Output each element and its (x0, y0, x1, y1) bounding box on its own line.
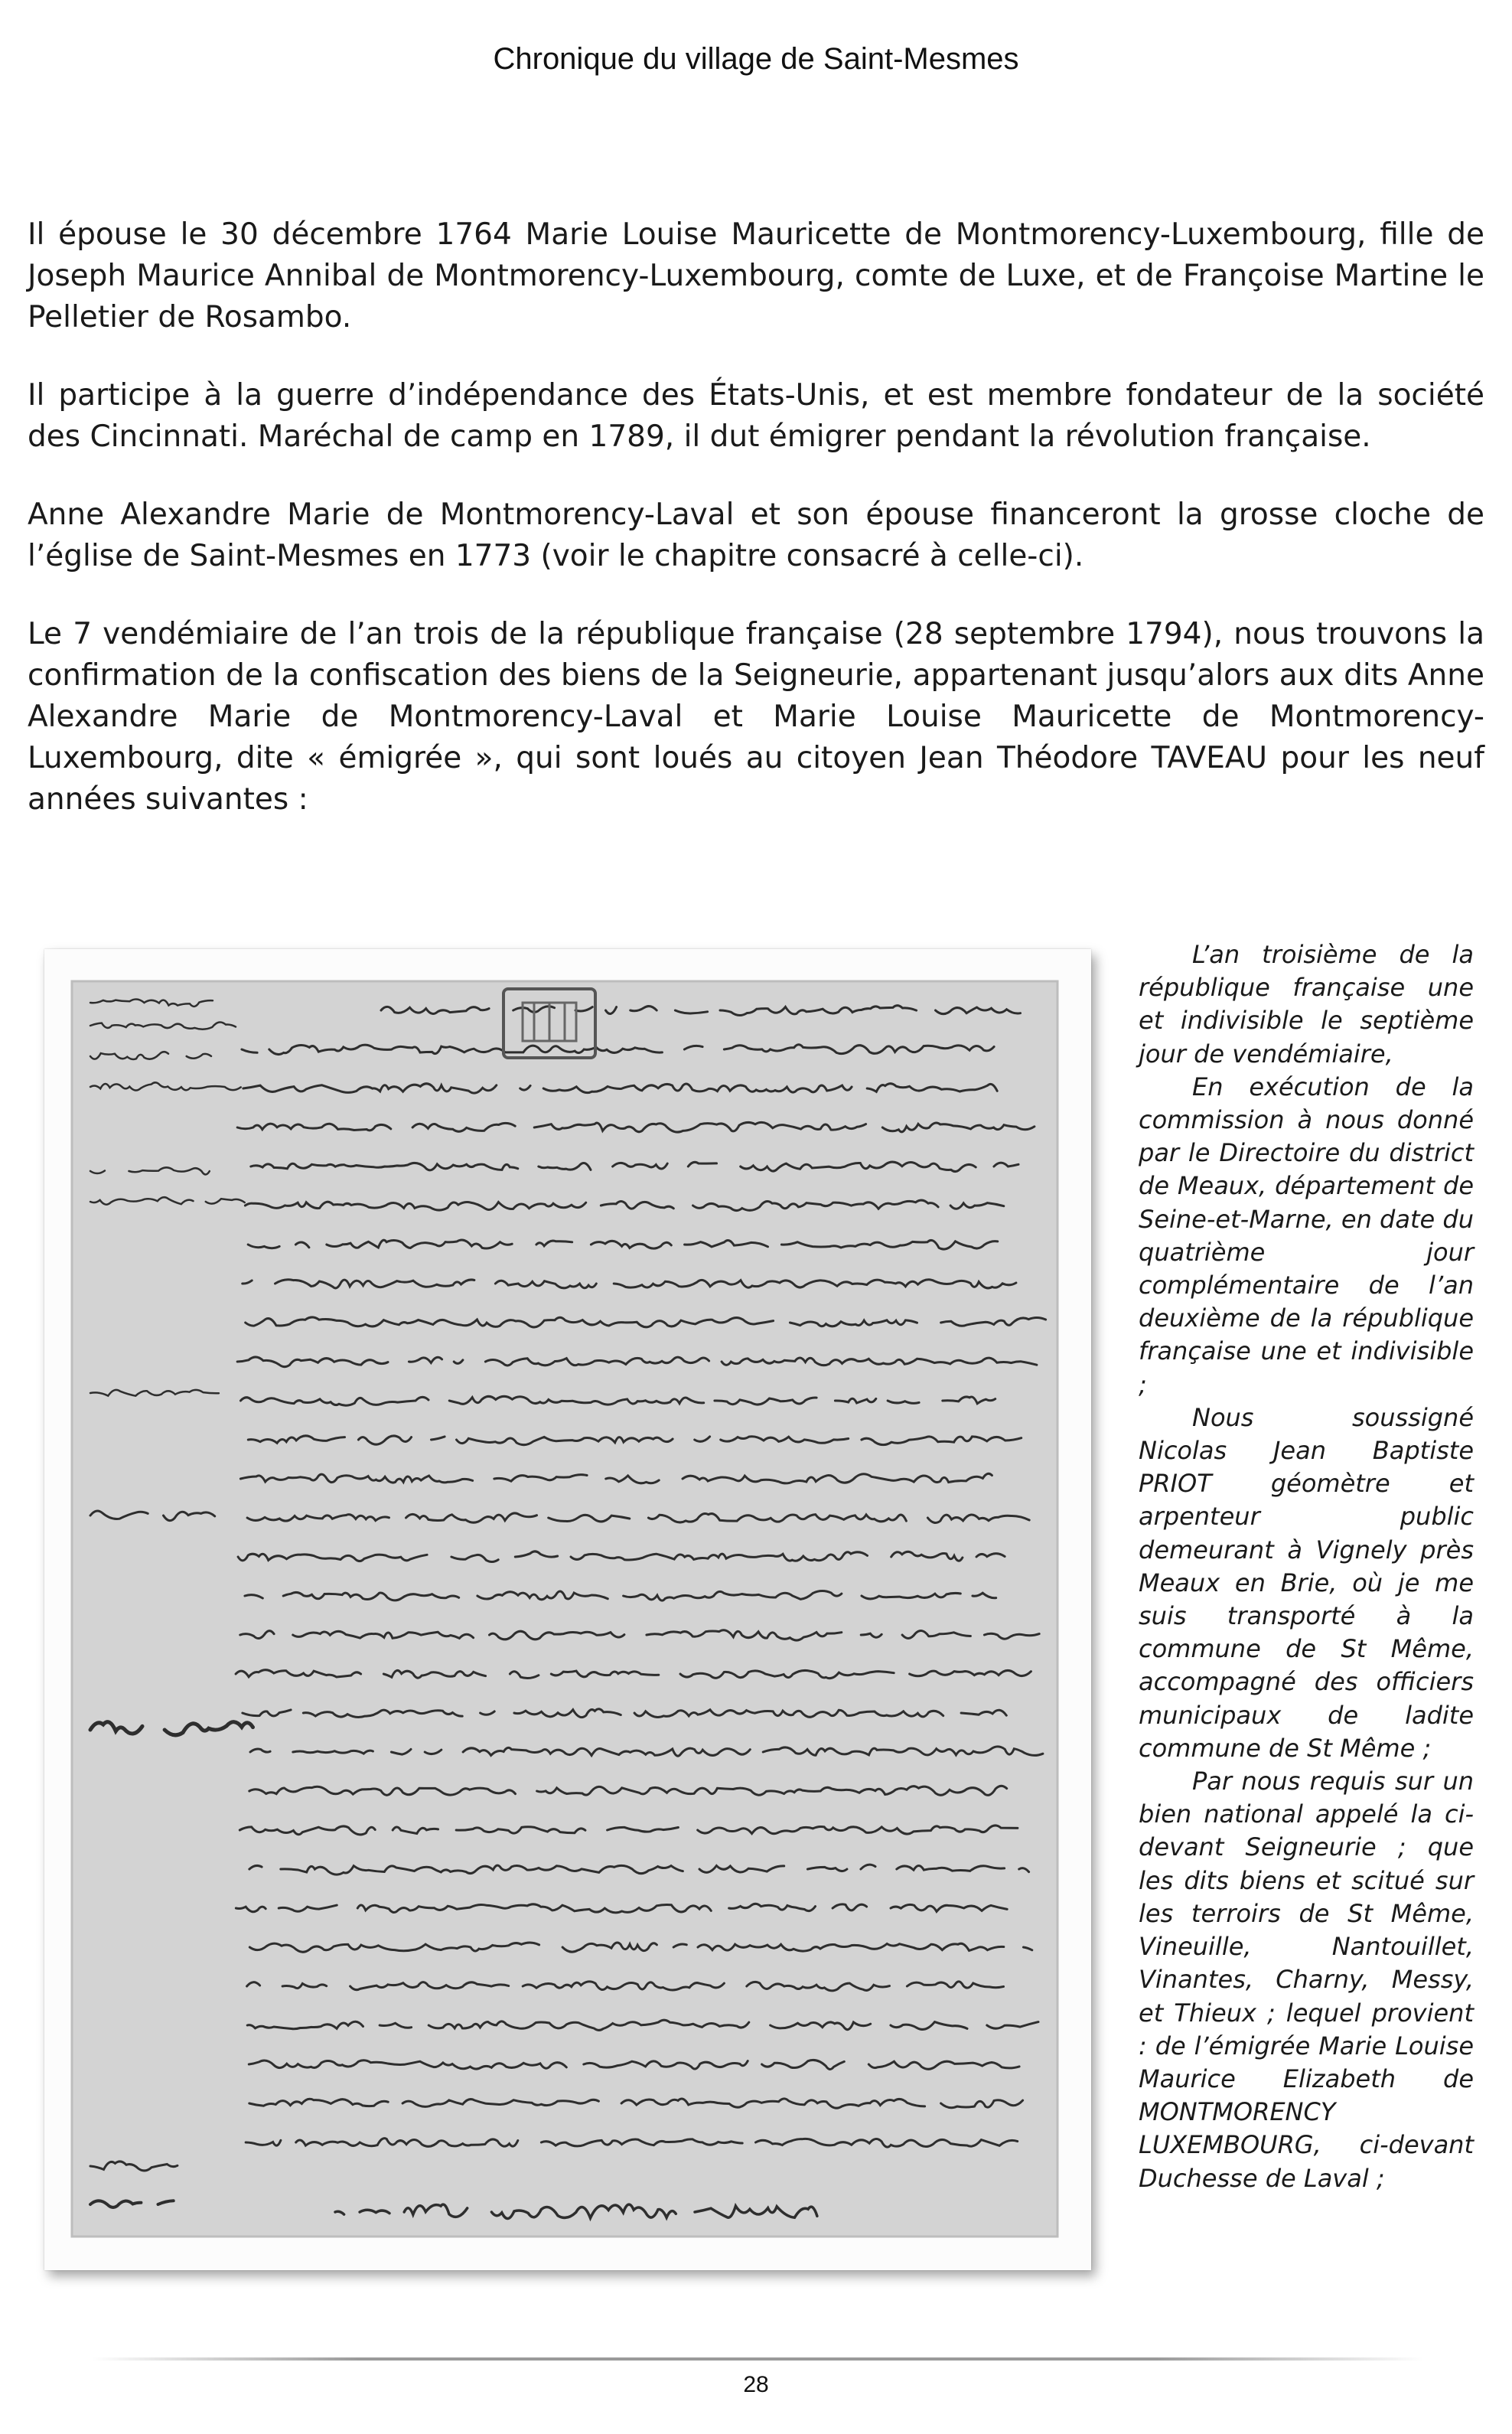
transcription-commission: En exécution de la commission à nous donné par le Directoire du district de Meaux, département de Seine-et-Marne, en date du quatrième jour complémentaire de l’an deuxième de la république française une et indivisible ; (1139, 1072, 1474, 1399)
page-number: 28 (743, 2372, 769, 2397)
transcription-sidebar (1139, 938, 1474, 2195)
transcription-property: Par nous requis sur un bien national appelé la ci-devant Seigneurie ; que les dits biens et scitué sur les terroirs de St Même, Vineuille, Nantouillet, Vinantes, Charny, Messy, et Thieux ; lequel provient : de l’émigrée Marie Louise Maurice Elizabeth de MONTMORENCY LUXEMBOURG, ci-devant Duchesse de Laval ; (1139, 1767, 1474, 2193)
manuscript-image (44, 949, 1091, 2270)
body-text (28, 214, 1484, 857)
transcription-date: L’an troisième de la république française une et indivisible le septième jour de vendémiaire, (1139, 940, 1474, 1069)
transcription-surveyor: Nous soussigné Nicolas Jean Baptiste PRIOT géomètre et arpenteur public demeurant à Vignely près Meaux en Brie, où je me suis transporté à la commune de St Même, accompagné des officiers municipaux de ladite commune de St Même ; (1139, 1402, 1474, 1763)
paragraph-marriage: Il épouse le 30 décembre 1764 Marie Louise Mauricette de Montmorency-Luxembourg, fille de Joseph Maurice Annibal de Montmorency-Luxembourg, comte de Luxe, et de Françoise Martine le Pelletier de Rosambo. (28, 217, 1484, 334)
paragraph-bell: Anne Alexandre Marie de Montmorency-Laval et son épouse financeront la grosse cloche de l’église de Saint-Mesmes en 1773 (voir le chapitre consacré à celle-ci). (28, 498, 1484, 573)
footer-divider (92, 2357, 1423, 2361)
paragraph-confiscation: Le 7 vendémiaire de l’an trois de la république française (28 septembre 1794), nous trouvons la confirmation de la confiscation des biens de la Seigneurie, appartenant jusqu’alors aux dits Anne Alexandre Marie de Montmorency-Laval et Marie Louise Mauricette de Montmorency-Luxembourg, dite « émigrée », qui sont loués au citoyen Jean Théodore TAVEAU pour les neuf années suivantes : (28, 617, 1484, 817)
page-header (0, 40, 1512, 78)
paragraph-war: Il participe à la guerre d’indépendance des États-Unis, et est membre fondateur de la société des Cincinnati. Maréchal de camp en 1789, il dut émigrer pendant la révolution française. (28, 378, 1484, 454)
manuscript-scan (44, 949, 1091, 2270)
header-title: Chronique du village de Saint-Mesmes (493, 42, 1019, 76)
